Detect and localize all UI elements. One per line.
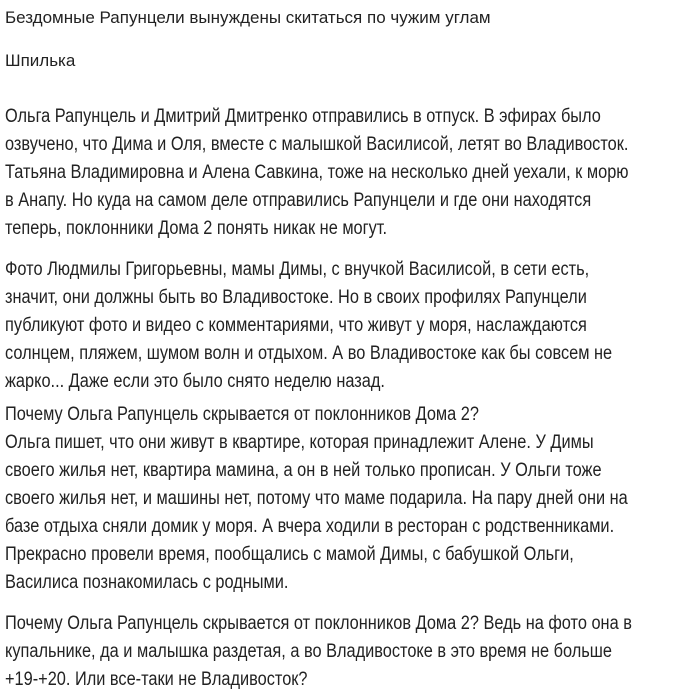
paragraph-line: своего жилья нет, и машины нет, потому что маме подарила. На пару дней они на bbox=[5, 488, 628, 509]
paragraph-line: значит, они должны быть во Владивостоке. Но в своих профилях Рапунцели bbox=[5, 287, 587, 308]
article-title: Бездомные Рапунцели вынуждены скитаться по чужим углам bbox=[5, 8, 491, 27]
paragraph-line: Прекрасно провели время, пообщались с мамой Димы, с бабушкой Ольги, bbox=[5, 544, 574, 565]
paragraph-line: Татьяна Владимировна и Алена Савкина, тоже на несколько дней уехали, к морю bbox=[5, 162, 629, 183]
paragraph-line: жарко... Даже если это было снято неделю назад. bbox=[5, 371, 385, 392]
paragraph-line: своего жилья нет, квартира мамина, а он в ней только прописан. У Ольги тоже bbox=[5, 460, 602, 481]
paragraph-line: в Анапу. Но куда на самом деле отправились Рапунцели и где они находятся bbox=[5, 190, 592, 211]
paragraph-line: Ольга пишет, что они живут в квартире, которая принадлежит Алене. У Димы bbox=[5, 432, 594, 453]
paragraph-line: Василиса познакомилась с родными. bbox=[5, 572, 289, 593]
paragraph-line: озвучено, что Дима и Оля, вместе с малышкой Василисой, летят во Владивосток. bbox=[5, 134, 629, 155]
paragraph-line: теперь, поклонники Дома 2 понять никак не могут. bbox=[5, 218, 387, 239]
paragraph-line: Фото Людмилы Григорьевны, мамы Димы, с внучкой Василисой, в сети есть, bbox=[5, 259, 590, 280]
paragraph-line: Ольга Рапунцель и Дмитрий Дмитренко отправились в отпуск. В эфирах было bbox=[5, 106, 601, 127]
paragraph-heading: Почему Ольга Рапунцель скрывается от поклонников Дома 2? bbox=[5, 404, 479, 425]
paragraph-line: купальнике, да и малышка раздетая, а во Владивостоке в это время не больше bbox=[5, 641, 612, 662]
paragraph-line: солнцем, пляжем, шумом волн и отдыхом. А во Владивостоке как бы совсем не bbox=[5, 343, 613, 364]
paragraph-line: +19-+20. Или все-таки не Владивосток? bbox=[5, 669, 308, 690]
paragraph-line: Почему Ольга Рапунцель скрывается от поклонников Дома 2? Ведь на фото она в bbox=[5, 613, 632, 634]
article-source: Шпилька bbox=[5, 51, 76, 70]
paragraph-line: базе отдыха сняли домик у моря. А вчера ходили в ресторан с родственниками. bbox=[5, 516, 615, 537]
paragraph-line: публикуют фото и видео с комментариями, что живут у моря, наслаждаются bbox=[5, 315, 587, 336]
